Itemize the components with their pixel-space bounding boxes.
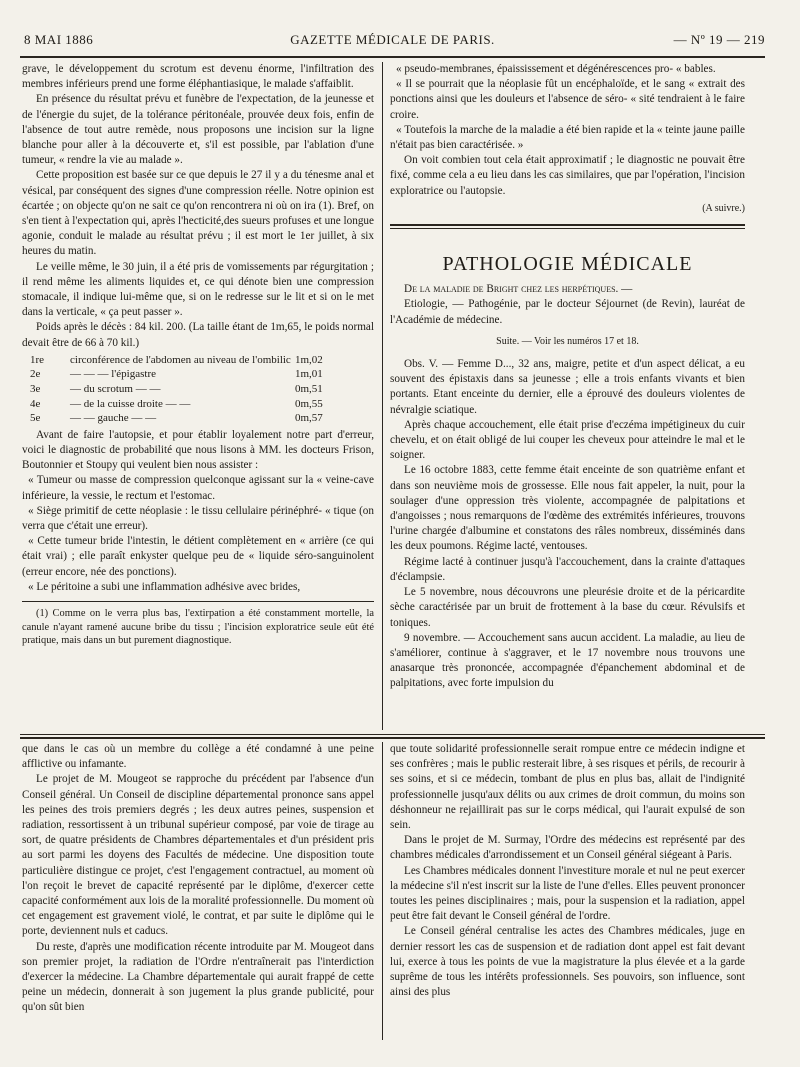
header-date: 8 MAI 1886	[24, 32, 94, 47]
quote-paragraph: « Il se pourrait que la néoplasie fût un encéphaloïde, et le sang « extrait des ponctions ainsi que les douleurs et l'absence de séro- « sité tendraient à le faire croire.	[390, 78, 745, 121]
measurement-row: 3e — du scrotum — — 0m,51	[30, 383, 323, 396]
quote-paragraph: « Toutefois la marche de la maladie a été bien rapide et la « teinte jaune paille n'était pas bien caractérisée. »	[390, 123, 745, 152]
article-byline: Etiologie, — Pathogénie, par le docteur Séjournet (de Revin), lauréat de l'Académie de médecine.	[390, 298, 745, 326]
paragraph: Le projet de M. Mougeot se rapproche du précédent par l'absence d'un Conseil général. Un Conseil de discipline départemental prononce sans appel les peines des trois premiers degrés ; les deux autres peines, suspension et radiation, ressortissent à un tribunal supérieur composé, par voie de tirage au sort, de quatre présidents de Chambres départementales et d'un président pris au sort parmi les doyens des Facultés de médecine. Une disposition toute particulière distingue ce projet, c'est l'engagement contractuel, au moment où l'on reçoit le brevet de capacité représenté par le diplôme, d'exercer cette capacité conformément aux lois de la moralité professionnelle. Du moment où cet engagement est gravement violé, le contrat, et par suite le diplôme qui le porte, deviennent nuls et caducs.	[22, 773, 374, 938]
column-divider-top	[382, 62, 383, 730]
paragraph: Le 5 novembre, nous découvrons une pleurésie droite et de la péricardite sèche caractérisée par un bruit de frottement à la base du cœur. Révulsifs et toniques.	[390, 586, 745, 629]
section-title: PATHOLOGIE MÉDICALE	[442, 253, 693, 276]
paragraph: Dans le projet de M. Surmay, l'Ordre des médecins est représenté par des chambres médicales d'arrondissement et un Conseil général siégeant à Paris.	[390, 834, 745, 862]
header-journal-title: GAZETTE MÉDICALE DE PARIS.	[290, 32, 495, 47]
paragraph: Cette proposition est basée sur ce que depuis le 27 il y a du ténesme anal et vésical, par conséquent des signes d'une compression réelle. Notre opinion est écartée ; on objecte qu'on ne sait ce qu'on rencontrera ni où on ira (1). Bref, on s'en tient à l'expectation qui, après l'hecticité,des sueurs profuses et une longue agonie, conduit le malade au résultat prévu ; il est mort le 1er juillet, à six heures du matin.	[22, 169, 374, 258]
footnote: (1) Comme on le verra plus bas, l'extirpation a été constamment mortelle, la canule n'ayant ramené aucune bribe du tissu ; l'incision exploratrice seule eût été pratique, mais dans un but purement diagnostique.	[22, 608, 374, 647]
right-column-top	[390, 62, 745, 730]
paragraph: Le veille même, le 30 juin, il a été pris de vomissements par régurgitation ; il rend même les aliments liquides et, ce qui dénote bien une compression stomacale, il indique lui-même que, si on le redresse sur le lit et si on le met dans la verticale, « ça peut passer ».	[22, 260, 374, 319]
mid-page-rule	[20, 734, 765, 735]
paragraph: Du reste, d'après une modification récente introduite par M. Mougeot dans son premier projet, la radiation de l'Ordre n'entraînerait pas l'interdiction d'exercer la médecine. La Chambre départementale qui aurait frappé de cette peine un médecin, donnerait à son jugement la plus grande publicité, pour qu'on sût bien	[22, 940, 374, 1014]
paragraph: 9 novembre. — Accouchement sans aucun accident. La maladie, au lieu de s'améliorer, continue à s'aggraver, et le 17 novembre nous trouvons une anasarque très prononcée, accompagnée d'épanchement abdominal et de palpitations, avec forte impulsion du	[390, 631, 745, 690]
paragraph: Après chaque accouchement, elle était prise d'eczéma impétigineux du cuir chevelu, et on était obligé de lui couper les cheveux pour atteindre le mal et le soigner.	[390, 418, 745, 462]
right-column-bottom	[390, 742, 745, 1040]
paragraph: On voit combien tout cela était approximatif ; le diagnostic ne pouvait être fixé, comme cela a eu lieu dans les cas similaires, que par l'opération, l'incision exploratrice ou l'autopsie.	[390, 154, 745, 197]
left-column-bottom	[22, 742, 374, 1040]
header-rule	[20, 56, 765, 58]
measurements-table	[22, 353, 374, 426]
measurement-row: 2e — — — l'épigastre 1m,01	[30, 368, 323, 381]
quote-paragraph: « Siège primitif de cette néoplasie : le tissu cellulaire périnéphré- « tique (on verra que c'était une erreur).	[22, 504, 374, 533]
to-be-continued: (A suivre.)	[702, 202, 745, 214]
article-title: De la maladie de Bright chez les herpétiques. —	[404, 283, 633, 296]
quote-paragraph: « pseudo-membranes, épaississement et dégénérescences pro- « bables.	[396, 63, 716, 75]
footnote-rule	[22, 601, 374, 602]
paragraph: Régime lacté à continuer jusqu'à l'accouchement, dans la crainte d'attaques d'éclampsie.	[390, 555, 745, 583]
paragraph: grave, le développement du scrotum est devenu énorme, l'infiltration des membres inférieurs prend une forme éléphantiasique, le malade s'affaiblit.	[22, 63, 374, 91]
paragraph: que toute solidarité professionnelle serait rompue entre ce médecin indigne et ses confrères ; mais le public resterait libre, à ses risques et périls, de recourir à ses soins, et si ce médecin, tombant de plus en plus bas, allait de l'indignité professionnelle jusqu'aux délits ou aux crimes de droit commun, du moins son déshonneur ne rejaillirait pas sur le corps médical, qui l'aurait expulsé de son sein.	[390, 743, 745, 832]
paragraph: En présence du résultat prévu et funèbre de l'expectation, de la jeunesse et de l'énergie du sujet, de la tolérance péritonéale, prouvée deux fois, enfin de l'absence de tout autre remède, nous proposons une incision sur la ligne blanche pour aller à la découverte et, s'il est possible, par l'ablation d'une tumeur, « rendre la vie au malade ».	[22, 93, 374, 167]
paragraph: Le 16 octobre 1883, cette femme était enceinte de son quatrième enfant et dans son neuvième mois de grossesse. Elle nous fait appeler, la nuit, pour la soulager d'une oppression très violente, accompagnée de palpitations et d'angoisses ; nous remarquons de l'œdème des extrémités inférieures, trouvons l'urine chargée d'albumine et constatons des râles nombreux, disséminés dans les deux poumons. Régime lacté, ventouses.	[390, 464, 745, 553]
measurement-row: 4e — de la cuisse droite — — 0m,55	[30, 397, 323, 410]
paragraph: Obs. V. — Femme D..., 32 ans, maigre, petite et d'un aspect délicat, a eu souvent des épistaxis dans sa jeunesse ; elle a trois enfants vivants et bien portants. Etant enceinte du dernier, elle a éprouvé des douleurs violentes de névralgie sciatique.	[390, 358, 745, 416]
paragraph: Poids après le décès : 84 kil. 200. (La taille étant de 1m,65, le poids normal devait être de 66 à 70 kil.)	[22, 321, 374, 349]
paragraph: que dans le cas où un membre du collège a été condamné à une peine afflictive ou infamante.	[22, 743, 374, 771]
paragraph: Le Conseil général centralise les actes des Chambres médicales, juge en dernier ressort les cas de suspension et de radiation dont appel est fait devant lui, exerce à tous les points de vue la magistrature la plus élevée et a la garde suprême de tous les intérêts professionnels. Ses pouvoirs, son influence, sont ainsi des plus	[390, 925, 745, 999]
quote-paragraph: « Tumeur ou masse de compression quelconque agissant sur la « veine-cave inférieure, la vessie, le rectum et l'estomac.	[22, 474, 374, 502]
paragraph: Avant de faire l'autopsie, et pour établir loyalement notre part d'erreur, voici le diagnostic de probabilité que nous lisons à MM. les docteurs Frison, Boutonnier et Stoupy qui veulent bien nous assister :	[22, 428, 374, 472]
measurement-row: 1re circonférence de l'abdomen au niveau de l'ombilic 1m,02	[30, 353, 323, 366]
column-divider-bottom	[382, 742, 383, 1040]
continued-note: Suite. — Voir les numéros 17 et 18.	[496, 335, 639, 347]
page-header	[20, 30, 765, 52]
left-column-top	[22, 62, 374, 730]
quote-paragraph: « Cette tumeur bride l'intestin, le détient complètement en « arrière (ce qui était vrai) ; elle paraît enkyster quelque peu de « liquide séro-sanguinolent (erreur encore, née des ponctions).	[22, 535, 374, 578]
header-issue-page: — Nº 19 — 219	[673, 32, 765, 47]
section-double-rule	[390, 224, 745, 229]
paragraph: Les Chambres médicales donnent l'investiture morale et nul ne peut exercer la médecine s'il n'est inscrit sur la liste de l'une d'elles. Elles peuvent prononcer toutes les peines disciplinaires ; mais, pour la suspension et la radiation, appel peut être fait devant le Conseil général de l'ordre.	[390, 864, 745, 923]
measurement-row: 5e — — gauche — — 0m,57	[30, 412, 323, 425]
mid-page-rule-2	[20, 737, 765, 739]
quote-paragraph: « Le péritoine a subi une inflammation adhésive avec brides,	[28, 580, 301, 593]
